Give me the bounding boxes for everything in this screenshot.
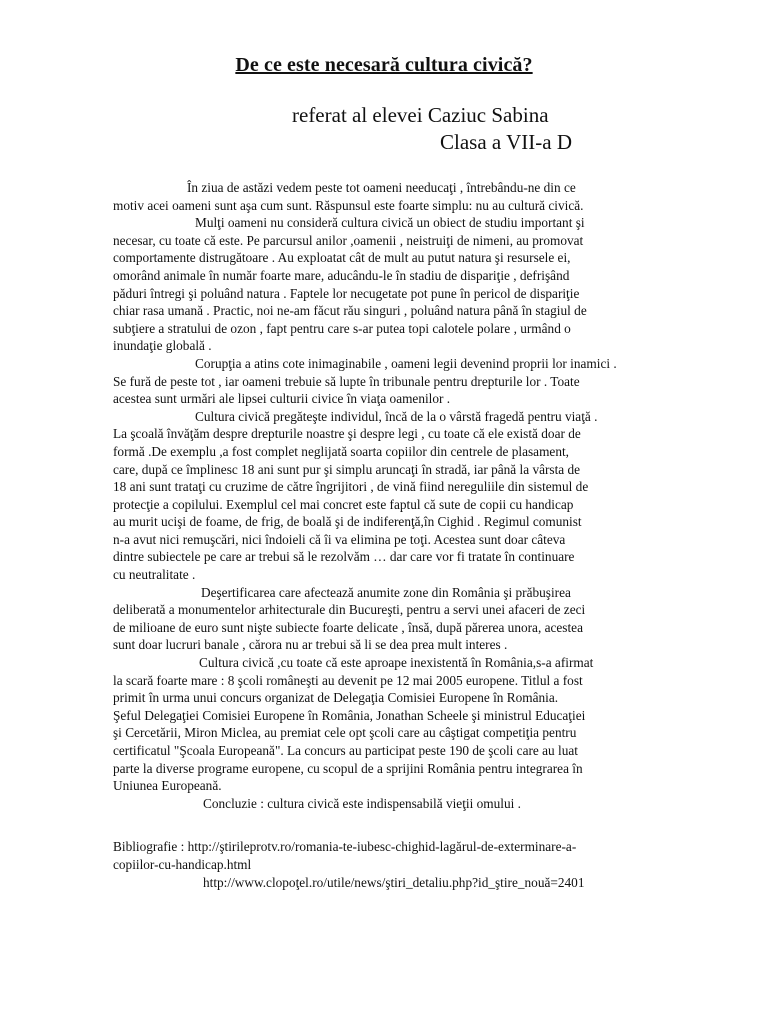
text-line: La şcoală învăţăm despre drepturile noastre şi despre legi , cu toate că ele există doar de bbox=[113, 426, 581, 442]
text-line: În ziua de astăzi vedem peste tot oameni needucaţi , întrebându-ne din ce bbox=[187, 180, 576, 195]
text-line: motiv acei oameni sunt aşa cum sunt. Răspunsul este foarte simplu: nu au cultură civică. bbox=[113, 197, 584, 213]
text-line: Cultura civică ,cu toate că este aproape inexistentă în România,s-a afirmat bbox=[199, 655, 594, 671]
text-line: primit în urma unui concurs organizat de Delegaţia Comisiei Europene în România. bbox=[113, 690, 559, 706]
text-line: Se fură de peste tot , iar oameni trebuie să lupte în tribunale pentru drepturile lor . Toate bbox=[113, 373, 580, 389]
text-line: acestea sunt urmări ale lipsei culturii civice în viaţa oamenilor . bbox=[113, 391, 451, 407]
text-line: de milioane de euro sunt nişte subiecte foarte delicate , însă, după părerea unora, acestea bbox=[113, 619, 583, 635]
text-line: Cultura civică pregăteşte individul, încă de la o vârstă fragedă pentru viaţă . bbox=[195, 408, 598, 424]
text-line: subţiere a stratului de ozon , fapt pentru care s-ar putea topi calotele polare , urmând o bbox=[113, 320, 571, 336]
text-line: care, după ce împlinesc 18 ani sunt pur şi simplu aruncaţi în stradă, iar până la vârsta de bbox=[113, 461, 581, 477]
text-line: parte la diverse programe europene, cu scopul de a sprijini România pentru integrarea în bbox=[113, 760, 583, 776]
text-line: Deşertificarea care afectează anumite zone din România şi prăbuşirea bbox=[201, 584, 571, 600]
text-line: inundaţie globală . bbox=[113, 338, 212, 354]
document-title: De ce este necesară cultura civică? bbox=[235, 54, 533, 76]
bibliography-line: Bibliografie : http://ştirileprotv.ro/romania-te-iubesc-chighid-lagărul-de-exterminare-a- bbox=[113, 839, 577, 854]
text-line: cu neutralitate . bbox=[113, 567, 196, 583]
bibliography-line: http://www.clopoţel.ro/utile/news/ştiri_detaliu.php?id_ştire_nouă=2401 bbox=[203, 875, 585, 890]
text-line: Mulţi oameni nu consideră cultura civică un obiect de studiu important şi bbox=[195, 215, 585, 231]
text-line: Corupţia a atins cote inimaginabile , oameni legii devenind proprii lor inamici . bbox=[195, 355, 617, 371]
text-line: dintre subiectele pe care ar trebui să le rezolvăm … dar care vor fi tratate în continuare bbox=[113, 549, 575, 565]
text-line: Uniunea Europeană. bbox=[113, 778, 222, 794]
essay-body bbox=[113, 179, 653, 812]
bibliography-line: copiilor-cu-handicap.html bbox=[113, 857, 252, 872]
text-line: n-a avut nici remuşcări, nici îndoieli că îi va elimina pe toţi. Acestea sunt doar câteva bbox=[113, 531, 566, 547]
text-line: omorând animale în număr foarte mare, aducându-le în stadiu de dispariţie , defrişând bbox=[113, 267, 570, 283]
text-line: deliberată a monumentelor arhitecturale din Bucureşti, pentru a servi unei afaceri de zeci bbox=[113, 602, 586, 618]
text-line: la scară foarte mare : 8 şcoli româneşti au devenit pe 12 mai 2005 europene. Titlul a fost bbox=[113, 672, 583, 688]
text-line: chiar rasa umană . Practic, noi ne-am făcut rău singuri , poluând natura până în stagiul de bbox=[113, 303, 587, 319]
text-line: păduri întregi şi poluând natura . Faptele lor necugetate pot pune în pericol de dispariţie bbox=[113, 285, 580, 301]
class-line: Clasa a VII-a D bbox=[440, 130, 572, 154]
text-line: 18 ani sunt trataţi cu cruzime de către îngrijitori , de vină fiind nereguliile din sistemul de bbox=[113, 479, 589, 495]
text-line: şi Cercetării, Miron Miclea, au premiat cele opt şcoli care au câştigat competiţia pentru bbox=[113, 725, 577, 741]
text-line: certificatul "Şcoala Europeană". La concurs au participat peste 190 de şcoli care au luat bbox=[113, 743, 578, 758]
text-line: Concluzie : cultura civică este indispensabilă vieţii omului . bbox=[203, 795, 521, 811]
text-line: formă .De exemplu ,a fost complet neglijată soarta copiilor din centrele de plasament, bbox=[113, 443, 569, 459]
bibliography bbox=[113, 838, 673, 892]
text-line: protecţie a copilului. Exemplul cel mai concret este faptul că sute de copii cu handicap bbox=[113, 496, 574, 512]
text-line: Şeful Delegaţiei Comisiei Europene în România, Jonathan Scheele şi ministrul Educaţiei bbox=[113, 707, 586, 723]
text-line: necesar, cu toate că este. Pe parcursul anilor ,oamenii , neistruiţi de nimeni, au promovat bbox=[113, 232, 584, 248]
author-line: referat al elevei Caziuc Sabina bbox=[292, 103, 549, 127]
text-line: sunt doar lucruri banale , cărora nu ar trebui să li se dea prea mult interes . bbox=[113, 637, 508, 653]
text-line: au murit ucişi de foame, de frig, de boală şi de indiferenţă,în Cighid . Regimul comunist bbox=[113, 514, 582, 530]
text-line: comportamente distrugătoare . Au exploatat cât de mult au putut natura şi resursele ei, bbox=[113, 250, 571, 266]
